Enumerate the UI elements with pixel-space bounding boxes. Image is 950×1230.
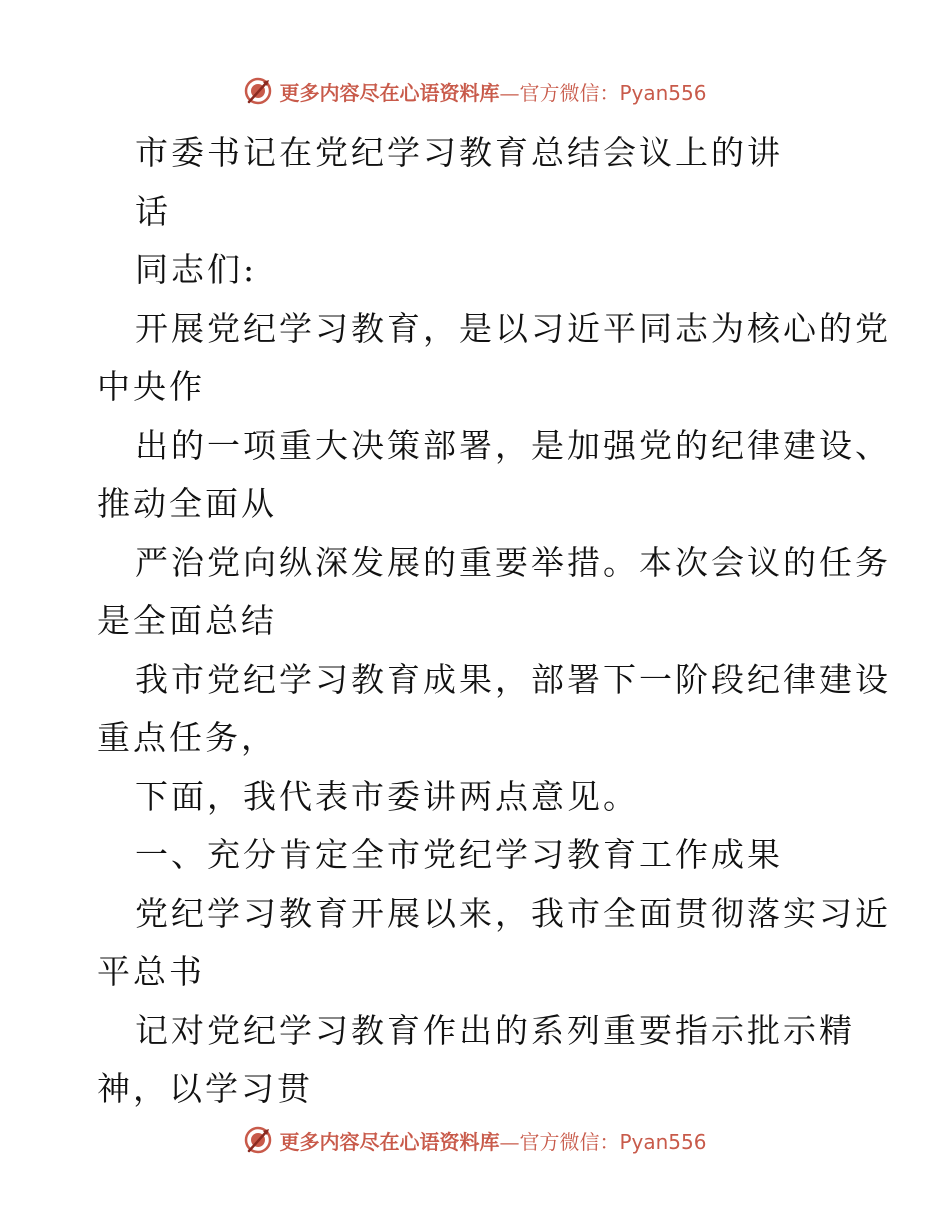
paragraph-line: 重点任务，: [97, 718, 277, 757]
quill-seal-icon: [243, 1125, 273, 1155]
document-body: [97, 124, 891, 1119]
paragraph-line: 出的一项重大决策部署，是加强党的纪律建设、: [135, 425, 891, 465]
paragraph-line: 党纪学习教育开展以来，我市全面贯彻落实习近: [135, 893, 891, 933]
footer-separator: —: [499, 1129, 520, 1154]
paragraph-line: 我市党纪学习教育成果，部署下一阶段纪律建设: [135, 659, 891, 699]
header-banner: [0, 71, 950, 111]
paragraph-line: 是全面总结: [97, 601, 277, 640]
header-contact-text: 官方微信：Pyan556: [519, 80, 707, 105]
paragraph-line: 下面，我代表市委讲两点意见。: [135, 776, 639, 816]
paragraph-line: 严治党向纵深发展的重要举措。本次会议的任务: [135, 542, 891, 582]
doc-title-line-1: 市委书记在党纪学习教育总结会议上的讲: [135, 133, 783, 172]
paragraph-line: 神，以学习贯: [97, 1069, 313, 1108]
paragraph-line: 平总书: [97, 952, 205, 991]
paragraph-line: 中央作: [97, 367, 205, 406]
quill-seal-icon: [243, 76, 273, 106]
paragraph-line: 记对党纪学习教育作出的系列重要指示批示精: [135, 1010, 855, 1050]
footer-contact-text: 官方微信：Pyan556: [519, 1129, 707, 1154]
section-heading: 一、充分肯定全市党纪学习教育工作成果: [135, 835, 783, 874]
header-banner-text: [279, 77, 706, 106]
paragraph-line: 推动全面从: [97, 484, 277, 523]
header-brand-text: 更多内容尽在心语资料库: [279, 80, 500, 105]
header-separator: —: [499, 80, 520, 105]
footer-banner-text: [279, 1126, 706, 1155]
footer-banner: [0, 1120, 950, 1160]
salutation: 同志们:: [135, 250, 258, 289]
paragraph-line: 开展党纪学习教育，是以习近平同志为核心的党: [135, 308, 891, 348]
footer-brand-text: 更多内容尽在心语资料库: [279, 1129, 500, 1154]
doc-title-line-2: 话: [135, 191, 171, 231]
